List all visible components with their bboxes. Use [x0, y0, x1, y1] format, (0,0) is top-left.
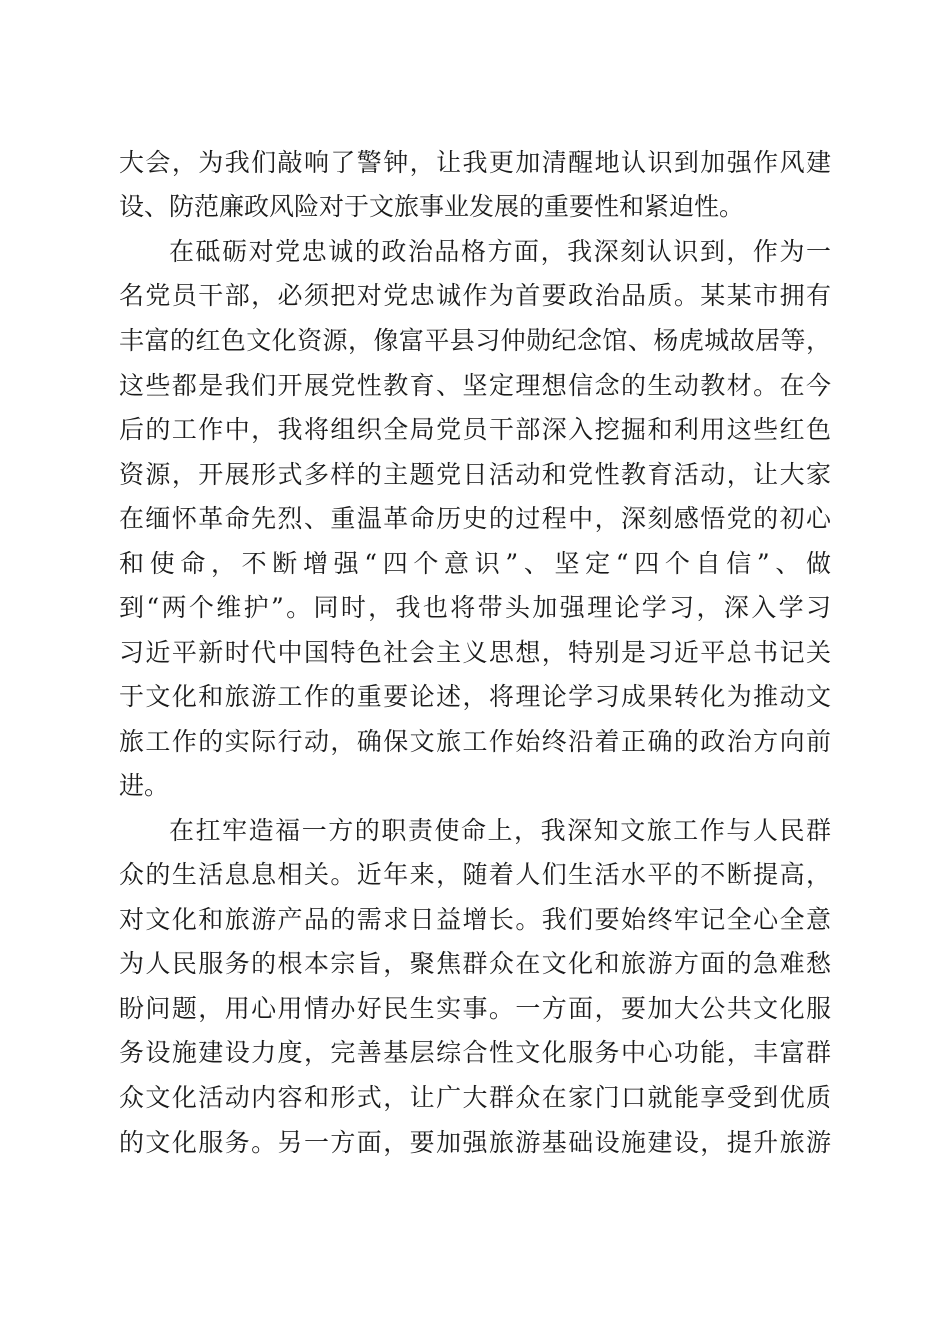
- text-line: 旅工作的实际行动，确保文旅工作始终沿着正确的政治方向前: [119, 727, 831, 756]
- text-line: 的文化服务。另一方面，要加强旅游基础设施建设，提升旅游: [119, 1128, 831, 1157]
- text-line: 对文化和旅游产品的需求日益增长。我们要始终牢记全心全意: [119, 905, 831, 934]
- text-line: 务设施建设力度，完善基层综合性文化服务中心功能，丰富群: [119, 1038, 831, 1067]
- text-line: 后的工作中，我将组织全局党员干部深入挖掘和利用这些红色: [119, 415, 831, 444]
- text-line: 盼问题，用心用情办好民生实事。一方面，要加大公共文化服: [119, 994, 831, 1023]
- paragraph-first-line: 在砥砺对党忠诚的政治品格方面，我深刻认识到，作为一: [169, 237, 831, 266]
- text-line: 大会，为我们敲响了警钟，让我更加清醒地认识到加强作风建: [119, 148, 831, 177]
- text-line: 丰富的红色文化资源，像富平县习仲勋纪念馆、杨虎城故居等，: [119, 326, 831, 355]
- text-line: 习近平新时代中国特色社会主义思想，特别是习近平总书记关: [119, 638, 831, 667]
- text-line: 在缅怀革命先烈、重温革命历史的过程中，深刻感悟党的初心: [119, 504, 831, 533]
- text-line: 到“两个维护”。同时，我也将带头加强理论学习，深入学习: [119, 593, 831, 622]
- text-line: 于文化和旅游工作的重要论述，将理论学习成果转化为推动文: [119, 682, 831, 711]
- text-line: 进。: [119, 771, 170, 800]
- text-line: 为人民服务的根本宗旨，聚焦群众在文化和旅游方面的急难愁: [119, 949, 831, 978]
- text-line: 和使命，不断增强“四个意识”、坚定“四个自信”、做: [119, 549, 831, 578]
- text-line: 众的生活息息相关。近年来，随着人们生活水平的不断提高，: [119, 860, 831, 889]
- text-line: 众文化活动内容和形式，让广大群众在家门口就能享受到优质: [119, 1083, 831, 1112]
- text-line: 资源，开展形式多样的主题党日活动和党性教育活动，让大家: [119, 460, 831, 489]
- text-line: 设、防范廉政风险对于文旅事业发展的重要性和紧迫性。: [119, 192, 745, 221]
- text-line: 名党员干部，必须把对党忠诚作为首要政治品质。某某市拥有: [119, 281, 831, 310]
- paragraph-first-line: 在扛牢造福一方的职责使命上，我深知文旅工作与人民群: [169, 816, 831, 845]
- text-line: 这些都是我们开展党性教育、坚定理想信念的生动教材。在今: [119, 371, 831, 400]
